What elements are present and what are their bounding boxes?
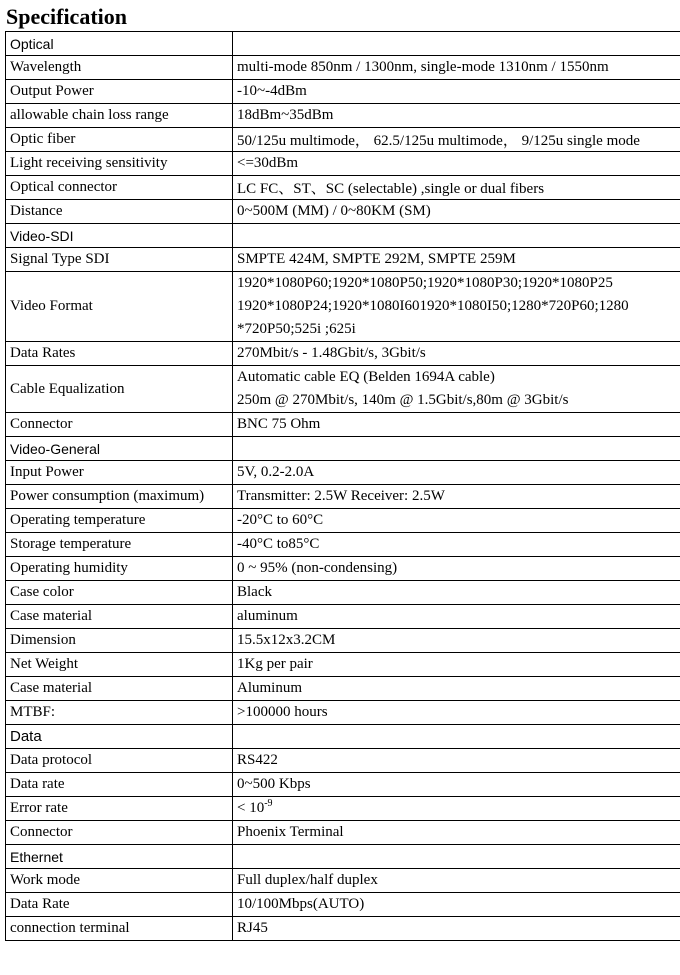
- table-row: [6, 509, 680, 533]
- table-row: [6, 821, 680, 845]
- table-row: [6, 893, 680, 917]
- table-row: [6, 557, 680, 581]
- table-row: [6, 629, 680, 653]
- value-line: Automatic cable EQ (Belden 1694A cable): [237, 369, 495, 385]
- row-value: 50/125u multimode， 62.5/125u multimode， 9/125u single mode: [233, 128, 680, 152]
- row-label: Connector: [6, 821, 233, 845]
- row-label: Work mode: [6, 869, 233, 893]
- row-value: multi-mode 850nm / 1300nm, single-mode 1310nm / 1550nm: [233, 56, 680, 80]
- value-line: 1920*1080P60;1920*1080P50;1920*1080P30;1920*1080P25: [237, 275, 613, 291]
- row-label: Operating temperature: [6, 509, 233, 533]
- row-value: LC FC、ST、SC (selectable) ,single or dual fibers: [233, 176, 680, 200]
- table-row: [6, 80, 680, 104]
- row-label: Case material: [6, 677, 233, 701]
- row-value: SMPTE 424M, SMPTE 292M, SMPTE 259M: [233, 248, 680, 272]
- row-value: RS422: [233, 749, 680, 773]
- table-row: [6, 653, 680, 677]
- page-title: Specification: [6, 4, 127, 29]
- section-data: [6, 725, 680, 749]
- row-value: <=30dBm: [233, 152, 680, 176]
- row-value: -10~-4dBm: [233, 80, 680, 104]
- table-row: [6, 917, 680, 941]
- table-row: [6, 701, 680, 725]
- table-row: [6, 272, 680, 342]
- table-row: [6, 797, 680, 821]
- row-value: [233, 797, 680, 821]
- row-label: Cable Equalization: [6, 366, 233, 413]
- row-label: Power consumption (maximum): [6, 485, 233, 509]
- table-row: [6, 176, 680, 200]
- row-label: Operating humidity: [6, 557, 233, 581]
- section-label: Ethernet: [6, 845, 233, 869]
- table-row: [6, 869, 680, 893]
- row-value: -40°C to85°C: [233, 533, 680, 557]
- row-label: MTBF:: [6, 701, 233, 725]
- table-row: [6, 248, 680, 272]
- value-line: *720P50;525i ;625i: [237, 321, 356, 337]
- row-value: aluminum: [233, 605, 680, 629]
- row-value: Phoenix Terminal: [233, 821, 680, 845]
- error-rate-exponent: -9: [264, 798, 273, 809]
- section-optical: [6, 32, 680, 56]
- row-label: Case color: [6, 581, 233, 605]
- row-label: Data Rates: [6, 342, 233, 366]
- row-label: Optic fiber: [6, 128, 233, 152]
- section-video-general: [6, 437, 680, 461]
- row-label: connection terminal: [6, 917, 233, 941]
- table-row: [6, 128, 680, 152]
- row-label: Net Weight: [6, 653, 233, 677]
- row-label: Optical connector: [6, 176, 233, 200]
- row-value: -20°C to 60°C: [233, 509, 680, 533]
- row-label: Wavelength: [6, 56, 233, 80]
- row-label: Signal Type SDI: [6, 248, 233, 272]
- row-value: 0 ~ 95% (non-condensing): [233, 557, 680, 581]
- row-label: Distance: [6, 200, 233, 224]
- row-value: RJ45: [233, 917, 680, 941]
- row-label: Output Power: [6, 80, 233, 104]
- table-row: [6, 461, 680, 485]
- section-label: Data: [6, 725, 233, 749]
- row-label: allowable chain loss range: [6, 104, 233, 128]
- table-row: [6, 200, 680, 224]
- table-row: [6, 605, 680, 629]
- table-row: [6, 677, 680, 701]
- row-value: 270Mbit/s - 1.48Gbit/s, 3Gbit/s: [233, 342, 680, 366]
- row-value: Full duplex/half duplex: [233, 869, 680, 893]
- section-empty-cell: [233, 224, 680, 248]
- row-label: Case material: [6, 605, 233, 629]
- row-value: >100000 hours: [233, 701, 680, 725]
- section-empty-cell: [233, 845, 680, 869]
- table-row: [6, 152, 680, 176]
- table-row: [6, 104, 680, 128]
- value-line: 1920*1080P24;1920*1080I601920*1080I50;1280*720P60;1280: [237, 298, 629, 314]
- row-value-multiline: [233, 366, 680, 413]
- table-row: [6, 366, 680, 413]
- section-video-sdi: [6, 224, 680, 248]
- row-label: Light receiving sensitivity: [6, 152, 233, 176]
- specification-table: [5, 31, 680, 941]
- row-label: Data rate: [6, 773, 233, 797]
- row-label: Video Format: [6, 272, 233, 342]
- row-label: Connector: [6, 413, 233, 437]
- table-row: [6, 533, 680, 557]
- table-row: [6, 413, 680, 437]
- table-row: [6, 773, 680, 797]
- value-line: 250m @ 270Mbit/s, 140m @ 1.5Gbit/s,80m @ 3Gbit/s: [237, 392, 569, 408]
- table-row: [6, 342, 680, 366]
- row-value: 18dBm~35dBm: [233, 104, 680, 128]
- row-value: BNC 75 Ohm: [233, 413, 680, 437]
- table-row: [6, 749, 680, 773]
- row-value: Aluminum: [233, 677, 680, 701]
- row-value: 5V, 0.2-2.0A: [233, 461, 680, 485]
- row-value: 10/100Mbps(AUTO): [233, 893, 680, 917]
- row-value: Black: [233, 581, 680, 605]
- row-value: 0~500M (MM) / 0~80KM (SM): [233, 200, 680, 224]
- section-label: Optical: [6, 32, 233, 56]
- row-label: Data protocol: [6, 749, 233, 773]
- table-row: [6, 485, 680, 509]
- row-value: 15.5x12x3.2CM: [233, 629, 680, 653]
- section-label: Video-General: [6, 437, 233, 461]
- section-empty-cell: [233, 437, 680, 461]
- row-value-multiline: [233, 272, 680, 342]
- table-row: [6, 56, 680, 80]
- row-label: Input Power: [6, 461, 233, 485]
- row-value: 1Kg per pair: [233, 653, 680, 677]
- section-empty-cell: [233, 32, 680, 56]
- table-row: [6, 581, 680, 605]
- row-value: Transmitter: 2.5W Receiver: 2.5W: [233, 485, 680, 509]
- row-label: Data Rate: [6, 893, 233, 917]
- row-label: Storage temperature: [6, 533, 233, 557]
- row-label: Error rate: [6, 797, 233, 821]
- row-value: 0~500 Kbps: [233, 773, 680, 797]
- section-empty-cell: [233, 725, 680, 749]
- error-rate-base: < 10: [237, 800, 265, 816]
- section-ethernet: [6, 845, 680, 869]
- row-label: Dimension: [6, 629, 233, 653]
- section-label: Video-SDI: [6, 224, 233, 248]
